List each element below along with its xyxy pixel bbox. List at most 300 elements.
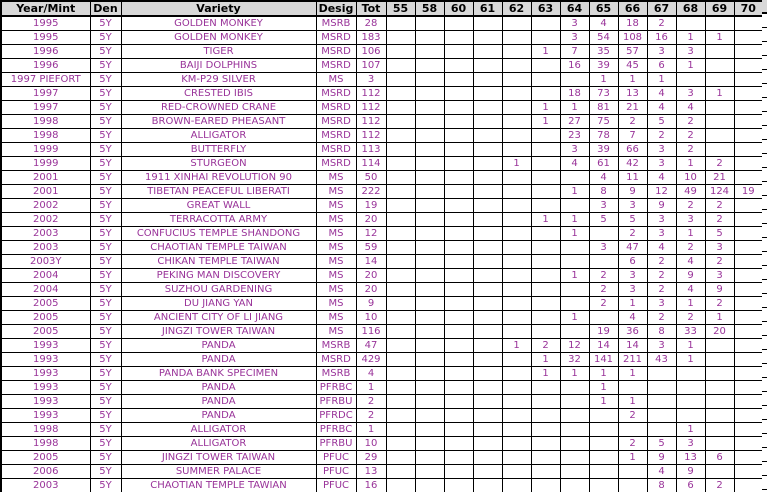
table-cell[interactable] [502, 395, 531, 409]
table-cell[interactable]: 75 [589, 115, 618, 129]
table-cell[interactable]: 4 [647, 171, 676, 185]
table-cell[interactable]: MSRD [316, 87, 356, 101]
table-cell[interactable]: MS [316, 297, 356, 311]
table-cell[interactable]: 108 [618, 31, 647, 45]
table-cell[interactable] [415, 199, 444, 213]
table-cell[interactable]: MSRB [316, 339, 356, 353]
table-cell[interactable] [734, 437, 763, 451]
table-cell[interactable]: 2 [705, 479, 734, 492]
table-cell[interactable] [415, 423, 444, 437]
table-cell[interactable]: CHAOTIAN TEMPLE TAWIAN [121, 479, 316, 492]
table-cell[interactable]: CHAOTIAN TEMPLE TAIWAN [121, 241, 316, 255]
table-cell[interactable]: GOLDEN MONKEY [121, 31, 316, 45]
column-header-year-mint[interactable]: Year/Mint [1, 1, 90, 16]
table-cell[interactable] [415, 157, 444, 171]
table-cell[interactable] [473, 437, 502, 451]
table-cell[interactable] [502, 451, 531, 465]
column-header-58[interactable]: 58 [415, 1, 444, 16]
table-cell[interactable] [734, 395, 763, 409]
table-cell[interactable]: MSRD [316, 101, 356, 115]
column-header-63[interactable]: 63 [531, 1, 560, 16]
table-cell[interactable]: 5Y [90, 157, 121, 171]
table-cell[interactable] [502, 297, 531, 311]
table-cell[interactable] [502, 381, 531, 395]
table-cell[interactable] [473, 199, 502, 213]
table-cell[interactable] [560, 283, 589, 297]
table-cell[interactable] [386, 185, 415, 199]
table-cell[interactable]: 3 [356, 73, 386, 87]
table-cell[interactable] [734, 87, 763, 101]
table-cell[interactable]: 10 [356, 311, 386, 325]
table-cell[interactable] [444, 73, 473, 87]
table-cell[interactable]: 1 [531, 115, 560, 129]
table-cell[interactable] [734, 339, 763, 353]
table-cell[interactable]: 10 [356, 437, 386, 451]
table-cell[interactable]: 3 [647, 297, 676, 311]
table-cell[interactable]: 3 [676, 213, 705, 227]
table-cell[interactable]: 4 [618, 311, 647, 325]
table-cell[interactable]: STURGEON [121, 157, 316, 171]
table-cell[interactable] [444, 45, 473, 59]
table-cell[interactable] [589, 479, 618, 492]
table-cell[interactable]: 8 [647, 479, 676, 492]
table-cell[interactable]: 1 [618, 73, 647, 87]
table-cell[interactable] [386, 143, 415, 157]
table-cell[interactable] [386, 423, 415, 437]
table-cell[interactable] [502, 73, 531, 87]
table-cell[interactable] [676, 73, 705, 87]
table-cell[interactable]: PANDA [121, 339, 316, 353]
table-cell[interactable]: 2005 [1, 311, 90, 325]
table-cell[interactable]: 39 [589, 59, 618, 73]
table-cell[interactable]: PFUC [316, 451, 356, 465]
table-cell[interactable] [415, 395, 444, 409]
table-cell[interactable] [705, 395, 734, 409]
table-cell[interactable]: TIGER [121, 45, 316, 59]
table-cell[interactable] [473, 157, 502, 171]
table-cell[interactable]: 3 [647, 339, 676, 353]
table-cell[interactable] [473, 227, 502, 241]
table-cell[interactable] [473, 339, 502, 353]
table-cell[interactable]: 16 [356, 479, 386, 492]
table-cell[interactable] [531, 451, 560, 465]
table-cell[interactable]: 9 [356, 297, 386, 311]
table-cell[interactable] [473, 409, 502, 423]
table-cell[interactable] [502, 87, 531, 101]
table-cell[interactable] [560, 465, 589, 479]
table-cell[interactable] [502, 115, 531, 129]
table-cell[interactable]: 6 [647, 59, 676, 73]
table-cell[interactable]: ANCIENT CITY OF LI JIANG [121, 311, 316, 325]
table-cell[interactable] [502, 185, 531, 199]
table-cell[interactable]: 107 [356, 59, 386, 73]
table-cell[interactable]: 2 [647, 16, 676, 31]
table-cell[interactable]: 9 [618, 185, 647, 199]
table-cell[interactable] [473, 16, 502, 31]
table-cell[interactable] [531, 157, 560, 171]
table-cell[interactable]: 1 [560, 367, 589, 381]
table-cell[interactable]: 18 [560, 87, 589, 101]
table-cell[interactable] [415, 171, 444, 185]
table-cell[interactable]: BROWN-EARED PHEASANT [121, 115, 316, 129]
table-cell[interactable]: 5Y [90, 451, 121, 465]
table-cell[interactable]: 5Y [90, 465, 121, 479]
table-cell[interactable] [705, 367, 734, 381]
table-cell[interactable]: 2 [647, 255, 676, 269]
table-cell[interactable] [705, 423, 734, 437]
table-cell[interactable] [473, 45, 502, 59]
table-cell[interactable]: 5Y [90, 283, 121, 297]
table-cell[interactable]: MS [316, 73, 356, 87]
table-cell[interactable] [444, 255, 473, 269]
table-cell[interactable] [502, 437, 531, 451]
table-cell[interactable] [473, 143, 502, 157]
table-cell[interactable] [444, 171, 473, 185]
table-cell[interactable] [444, 437, 473, 451]
table-cell[interactable]: MSRD [316, 115, 356, 129]
table-cell[interactable]: 6 [705, 451, 734, 465]
table-cell[interactable]: MS [316, 325, 356, 339]
table-cell[interactable]: 1995 [1, 31, 90, 45]
table-cell[interactable]: ALLIGATOR [121, 437, 316, 451]
table-cell[interactable]: 5Y [90, 325, 121, 339]
table-cell[interactable] [734, 241, 763, 255]
table-cell[interactable] [560, 479, 589, 492]
table-cell[interactable]: 1996 [1, 45, 90, 59]
table-cell[interactable]: 2 [647, 269, 676, 283]
table-cell[interactable] [647, 409, 676, 423]
table-cell[interactable] [531, 73, 560, 87]
table-cell[interactable] [560, 381, 589, 395]
column-header-66[interactable]: 66 [618, 1, 647, 16]
table-cell[interactable]: 2 [676, 143, 705, 157]
table-cell[interactable]: 1 [676, 31, 705, 45]
table-cell[interactable]: 5Y [90, 255, 121, 269]
table-cell[interactable]: 2 [589, 297, 618, 311]
table-cell[interactable]: 4 [356, 367, 386, 381]
table-cell[interactable]: MSRD [316, 157, 356, 171]
table-cell[interactable]: 4 [676, 283, 705, 297]
table-cell[interactable]: 1 [705, 311, 734, 325]
table-cell[interactable] [386, 451, 415, 465]
table-cell[interactable]: 4 [647, 87, 676, 101]
table-cell[interactable]: PANDA [121, 381, 316, 395]
table-cell[interactable]: CHIKAN TEMPLE TAIWAN [121, 255, 316, 269]
table-cell[interactable]: MSRD [316, 31, 356, 45]
table-cell[interactable]: ALLIGATOR [121, 129, 316, 143]
table-cell[interactable]: 1993 [1, 367, 90, 381]
table-cell[interactable]: 1998 [1, 423, 90, 437]
table-cell[interactable]: 3 [589, 199, 618, 213]
table-cell[interactable] [734, 129, 763, 143]
table-cell[interactable]: 36 [618, 325, 647, 339]
table-cell[interactable] [502, 353, 531, 367]
table-cell[interactable]: 12 [647, 185, 676, 199]
table-cell[interactable]: 3 [676, 87, 705, 101]
table-cell[interactable]: PANDA [121, 409, 316, 423]
table-cell[interactable] [531, 199, 560, 213]
table-cell[interactable] [705, 16, 734, 31]
table-cell[interactable] [531, 437, 560, 451]
table-cell[interactable]: 73 [589, 87, 618, 101]
table-cell[interactable] [415, 297, 444, 311]
table-cell[interactable]: 2001 [1, 185, 90, 199]
table-cell[interactable]: 5Y [90, 311, 121, 325]
table-cell[interactable]: 43 [647, 353, 676, 367]
table-cell[interactable] [560, 437, 589, 451]
table-cell[interactable] [531, 31, 560, 45]
table-cell[interactable] [531, 143, 560, 157]
table-cell[interactable] [705, 73, 734, 87]
table-cell[interactable]: 2005 [1, 297, 90, 311]
table-cell[interactable]: 3 [589, 241, 618, 255]
table-cell[interactable]: 20 [356, 283, 386, 297]
column-header-variety[interactable]: Variety [121, 1, 316, 16]
table-cell[interactable]: MSRD [316, 129, 356, 143]
table-cell[interactable] [386, 157, 415, 171]
table-cell[interactable] [531, 241, 560, 255]
table-cell[interactable]: 9 [647, 199, 676, 213]
table-cell[interactable]: 2 [705, 297, 734, 311]
table-cell[interactable]: 1 [676, 297, 705, 311]
table-cell[interactable]: 2002 [1, 199, 90, 213]
table-cell[interactable]: 1998 [1, 129, 90, 143]
table-cell[interactable] [502, 227, 531, 241]
table-cell[interactable]: GREAT WALL [121, 199, 316, 213]
table-cell[interactable] [734, 269, 763, 283]
table-cell[interactable]: 9 [676, 269, 705, 283]
table-cell[interactable]: MSRD [316, 143, 356, 157]
column-header-55[interactable]: 55 [386, 1, 415, 16]
table-cell[interactable] [734, 465, 763, 479]
table-cell[interactable]: 11 [618, 171, 647, 185]
table-cell[interactable]: 59 [356, 241, 386, 255]
table-cell[interactable]: 3 [618, 269, 647, 283]
table-cell[interactable]: 1993 [1, 381, 90, 395]
table-cell[interactable] [473, 255, 502, 269]
table-cell[interactable] [502, 465, 531, 479]
table-cell[interactable] [473, 87, 502, 101]
table-cell[interactable] [589, 255, 618, 269]
table-cell[interactable] [734, 16, 763, 31]
table-cell[interactable] [386, 16, 415, 31]
table-cell[interactable]: 3 [705, 269, 734, 283]
table-cell[interactable] [386, 213, 415, 227]
table-cell[interactable] [502, 129, 531, 143]
table-cell[interactable]: PFRBC [316, 381, 356, 395]
table-cell[interactable]: 16 [647, 31, 676, 45]
table-cell[interactable] [734, 199, 763, 213]
table-cell[interactable] [531, 129, 560, 143]
table-cell[interactable] [444, 143, 473, 157]
table-cell[interactable] [444, 101, 473, 115]
table-cell[interactable] [502, 143, 531, 157]
table-cell[interactable] [444, 269, 473, 283]
table-cell[interactable]: 141 [589, 353, 618, 367]
table-cell[interactable]: MS [316, 185, 356, 199]
table-cell[interactable] [705, 143, 734, 157]
table-cell[interactable]: 1 [647, 73, 676, 87]
table-cell[interactable] [647, 367, 676, 381]
table-cell[interactable]: 12 [560, 339, 589, 353]
table-cell[interactable]: 1 [676, 339, 705, 353]
table-cell[interactable]: TERRACOTTA ARMY [121, 213, 316, 227]
table-cell[interactable]: 61 [589, 157, 618, 171]
column-header-67[interactable]: 67 [647, 1, 676, 16]
table-cell[interactable]: SUMMER PALACE [121, 465, 316, 479]
table-cell[interactable]: 2 [676, 129, 705, 143]
table-cell[interactable] [444, 479, 473, 492]
table-cell[interactable]: MS [316, 241, 356, 255]
table-cell[interactable] [676, 395, 705, 409]
table-cell[interactable] [531, 423, 560, 437]
table-cell[interactable]: 1 [560, 227, 589, 241]
table-cell[interactable] [473, 185, 502, 199]
table-cell[interactable]: 2003Y [1, 255, 90, 269]
table-cell[interactable] [502, 241, 531, 255]
table-cell[interactable] [386, 465, 415, 479]
table-cell[interactable] [531, 395, 560, 409]
table-cell[interactable] [734, 255, 763, 269]
table-cell[interactable]: 2 [705, 157, 734, 171]
table-cell[interactable] [415, 87, 444, 101]
table-cell[interactable] [560, 325, 589, 339]
table-cell[interactable] [386, 325, 415, 339]
table-cell[interactable]: 3 [560, 143, 589, 157]
table-cell[interactable] [734, 45, 763, 59]
table-cell[interactable] [444, 325, 473, 339]
table-cell[interactable]: 1 [356, 381, 386, 395]
table-cell[interactable] [473, 423, 502, 437]
table-cell[interactable] [473, 59, 502, 73]
table-cell[interactable] [502, 59, 531, 73]
table-cell[interactable]: 1 [676, 227, 705, 241]
table-cell[interactable]: 39 [589, 143, 618, 157]
table-cell[interactable]: 2 [356, 409, 386, 423]
table-cell[interactable]: 5Y [90, 171, 121, 185]
table-cell[interactable] [647, 423, 676, 437]
table-cell[interactable] [502, 171, 531, 185]
table-cell[interactable]: MS [316, 269, 356, 283]
table-cell[interactable]: 2 [647, 129, 676, 143]
table-cell[interactable] [473, 101, 502, 115]
table-cell[interactable]: ALLIGATOR [121, 423, 316, 437]
table-cell[interactable]: 1995 [1, 16, 90, 31]
table-cell[interactable]: 1993 [1, 409, 90, 423]
table-cell[interactable]: 19 [356, 199, 386, 213]
table-cell[interactable] [386, 255, 415, 269]
table-cell[interactable] [531, 381, 560, 395]
table-cell[interactable]: 5Y [90, 73, 121, 87]
table-cell[interactable]: 27 [560, 115, 589, 129]
table-cell[interactable] [473, 269, 502, 283]
table-cell[interactable]: 222 [356, 185, 386, 199]
table-cell[interactable]: 113 [356, 143, 386, 157]
table-cell[interactable] [734, 283, 763, 297]
table-cell[interactable] [531, 325, 560, 339]
table-cell[interactable]: 183 [356, 31, 386, 45]
table-cell[interactable]: 1 [531, 367, 560, 381]
table-cell[interactable]: 106 [356, 45, 386, 59]
table-cell[interactable]: PEKING MAN DISCOVERY [121, 269, 316, 283]
table-cell[interactable] [618, 479, 647, 492]
table-cell[interactable] [415, 353, 444, 367]
column-header-70[interactable]: 70 [734, 1, 763, 16]
table-cell[interactable] [531, 283, 560, 297]
table-cell[interactable] [734, 157, 763, 171]
table-cell[interactable] [676, 381, 705, 395]
table-cell[interactable] [560, 73, 589, 87]
table-cell[interactable] [386, 381, 415, 395]
table-cell[interactable]: PFRBU [316, 395, 356, 409]
table-cell[interactable] [734, 409, 763, 423]
table-cell[interactable] [560, 241, 589, 255]
table-cell[interactable]: PFRDC [316, 409, 356, 423]
table-cell[interactable] [415, 339, 444, 353]
table-cell[interactable] [647, 381, 676, 395]
table-cell[interactable]: 2 [589, 269, 618, 283]
table-cell[interactable]: 429 [356, 353, 386, 367]
table-cell[interactable]: 3 [560, 16, 589, 31]
table-cell[interactable]: 1 [589, 367, 618, 381]
table-cell[interactable] [734, 171, 763, 185]
table-cell[interactable]: 20 [356, 269, 386, 283]
table-cell[interactable]: 1 [531, 213, 560, 227]
table-cell[interactable] [415, 437, 444, 451]
table-cell[interactable]: 20 [705, 325, 734, 339]
table-cell[interactable] [734, 479, 763, 492]
table-cell[interactable] [386, 59, 415, 73]
table-cell[interactable]: 5 [705, 227, 734, 241]
table-cell[interactable] [589, 409, 618, 423]
table-cell[interactable] [415, 367, 444, 381]
table-cell[interactable] [473, 129, 502, 143]
table-cell[interactable]: 5Y [90, 269, 121, 283]
table-cell[interactable]: GOLDEN MONKEY [121, 16, 316, 31]
table-cell[interactable]: 112 [356, 101, 386, 115]
table-cell[interactable] [502, 199, 531, 213]
table-cell[interactable]: 1911 XINHAI REVOLUTION 90 [121, 171, 316, 185]
table-cell[interactable]: 1 [618, 395, 647, 409]
table-cell[interactable] [502, 45, 531, 59]
table-cell[interactable] [415, 101, 444, 115]
table-cell[interactable] [473, 451, 502, 465]
table-cell[interactable]: 1 [560, 213, 589, 227]
table-cell[interactable] [705, 59, 734, 73]
table-cell[interactable] [473, 311, 502, 325]
table-cell[interactable]: 211 [618, 353, 647, 367]
table-cell[interactable]: MSRD [316, 45, 356, 59]
table-cell[interactable] [705, 437, 734, 451]
table-cell[interactable] [386, 339, 415, 353]
table-cell[interactable]: 5Y [90, 101, 121, 115]
table-cell[interactable]: 1 [356, 423, 386, 437]
table-cell[interactable]: 5Y [90, 339, 121, 353]
table-cell[interactable]: 19 [589, 325, 618, 339]
table-cell[interactable]: 54 [589, 31, 618, 45]
table-cell[interactable] [473, 381, 502, 395]
table-cell[interactable]: 45 [618, 59, 647, 73]
table-cell[interactable] [386, 283, 415, 297]
table-cell[interactable] [560, 409, 589, 423]
table-cell[interactable] [444, 465, 473, 479]
table-cell[interactable] [473, 283, 502, 297]
table-cell[interactable]: 42 [618, 157, 647, 171]
table-cell[interactable]: 3 [705, 241, 734, 255]
table-cell[interactable] [531, 297, 560, 311]
table-cell[interactable] [415, 269, 444, 283]
table-cell[interactable] [531, 311, 560, 325]
